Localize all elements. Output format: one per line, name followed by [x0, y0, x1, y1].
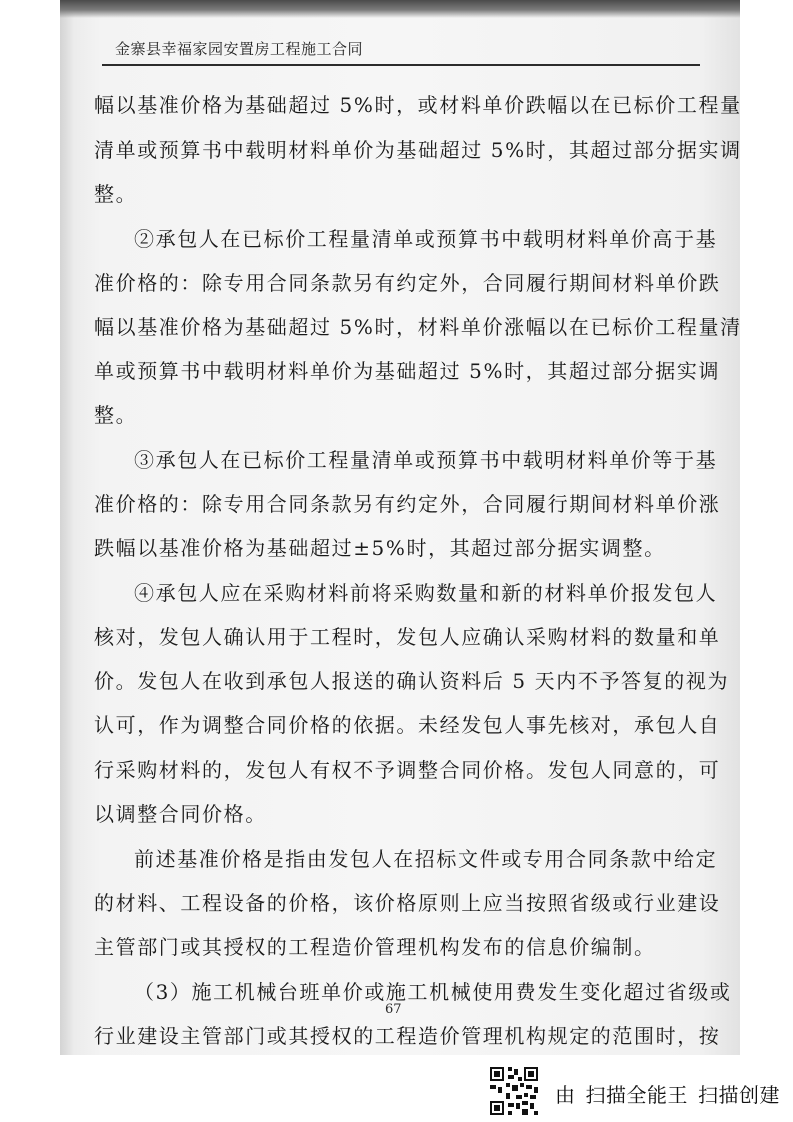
- scanner-watermark: [555, 1079, 790, 1108]
- watermark-prefix: 由: [555, 1083, 576, 1107]
- body-line: 准价格的：除专用合同条款另有约定外，合同履行期间材料单价涨: [94, 492, 721, 516]
- body-line: 的材料、工程设备的价格，该价格原则上应当按照省级或行业建设: [94, 891, 721, 915]
- body-line: 行业建设主管部门或其授权的工程造价管理机构规定的范围时，按: [94, 1024, 721, 1048]
- body-line: ④承包人应在采购材料前将采购数量和新的材料单价报发包人: [134, 581, 718, 605]
- body-line: （3）施工机械台班单价或施工机械使用费发生变化超过省级或: [134, 980, 732, 1004]
- body-line: 准价格的：除专用合同条款另有约定外，合同履行期间材料单价跌: [94, 271, 721, 295]
- body-line: 认可，作为调整合同价格的依据。未经发包人事先核对，承包人自: [94, 713, 721, 737]
- header-divider: [102, 64, 700, 66]
- body-line: 以调整合同价格。: [94, 802, 267, 826]
- body-line: 幅以基准价格为基础超过 5%时，或材料单价跌幅以在已标价工程量: [94, 93, 742, 117]
- body-line: 整。: [94, 403, 138, 427]
- body-line: 幅以基准价格为基础超过 5%时，材料单价涨幅以在已标价工程量清: [94, 315, 742, 339]
- body-line: 前述基准价格是指由发包人在招标文件或专用合同条款中给定: [134, 847, 718, 871]
- watermark-suffix: 扫描创建: [698, 1083, 780, 1107]
- body-line: 清单或预算书中载明材料单价为基础超过 5%时，其超过部分据实调: [94, 138, 742, 162]
- body-line: 行采购材料的，发包人有权不予调整合同价格。发包人同意的，可: [94, 758, 721, 782]
- body-line: ②承包人在已标价工程量清单或预算书中载明材料单价高于基: [134, 227, 718, 251]
- body-line: 单或预算书中载明材料单价为基础超过 5%时，其超过部分据实调: [94, 359, 721, 383]
- body-line: 整。: [94, 182, 138, 206]
- watermark-app-name: 扫描全能王: [585, 1083, 688, 1107]
- body-line: 核对，发包人确认用于工程时，发包人应确认采购材料的数量和单: [94, 625, 721, 649]
- page-number: 67: [385, 1002, 402, 1017]
- header-title: 金寨县幸福家园安置房工程施工合同: [115, 40, 364, 58]
- body-line: 主管部门或其授权的工程造价管理机构发布的信息价编制。: [94, 935, 656, 959]
- body-line: ③承包人在已标价工程量清单或预算书中载明材料单价等于基: [134, 448, 718, 472]
- page-shadow: [60, 0, 74, 1055]
- body-line: 跌幅以基准价格为基础超过±5%时，其超过部分据实调整。: [94, 536, 666, 560]
- body-line: 价。发包人在收到承包人报送的确认资料后 5 天内不予答复的视为: [94, 669, 730, 693]
- qr-code-icon: [488, 1065, 540, 1117]
- scan-top-shadow: [60, 0, 740, 18]
